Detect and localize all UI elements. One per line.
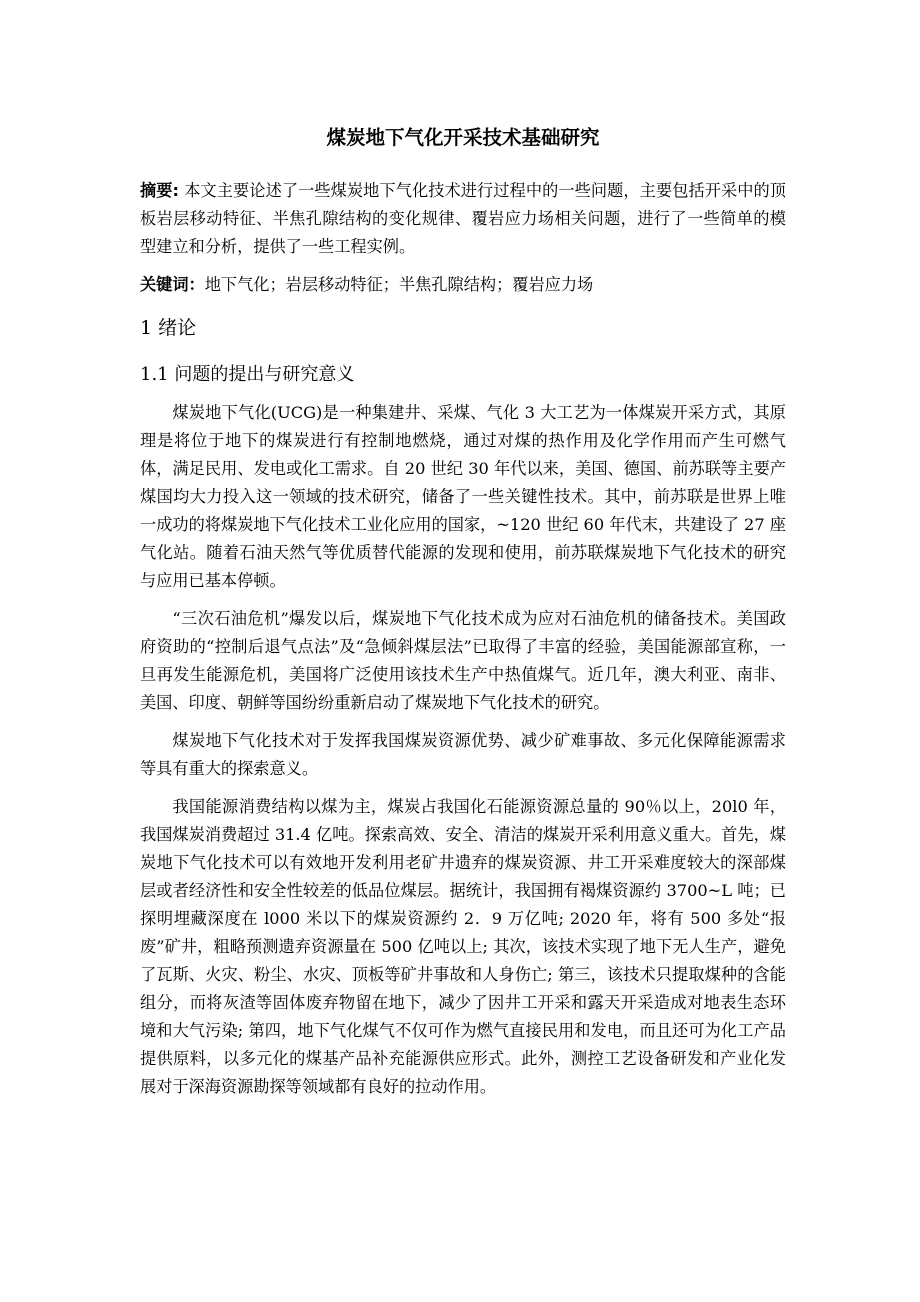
body-paragraph: 我国能源消费结构以煤为主，煤炭占我国化石能源资源总量的 90％以上，20l0 年，我国煤炭消费超过 31.4 亿吨。探索高效、安全、清洁的煤炭开采利用意义重大。首先，煤炭地下气化技术可以有效地开发利用老矿井遗弃的煤炭资源、井工开采难度较大的深部煤层或者经济性和安全性较差的低品位煤层。据统计，我国拥有褐煤资源约 3700~L 吨；已探明埋藏深度在 l000 米以下的煤炭资源约 2．9 万亿吨; 2020 年，将有 500 多处“报废”矿井，粗略预测遗弃资源量在 500 亿吨以上; 其次，该技术实现了地下无人生产，避免了瓦斯、火灾、粉尘、水灾、顶板等矿井事故和人身伤亡; 第三，该技术只提取煤种的含能组分，而将灰渣等固体废弃物留在地下，减少了因井工开采和露天开采造成对地表生态环境和大气污染; 第四，地下气化煤气不仅可作为燃气直接民用和发电，而且还可为化工产品提供原料，以多元化的煤基产品补充能源供应形式。此外，测控工艺设备研发和产业化发展对于深海资源勘探等领域都有良好的拉动作用。 [140,797,786,1096]
abstract-label: 摘要: [140,181,180,200]
keywords [140,271,786,299]
section-heading: 1 绪论 [140,317,197,339]
body-paragraph: 煤炭地下气化技术对于发挥我国煤炭资源优势、减少矿难事故、多元化保障能源需求等具有重大的探索意义。 [140,731,786,778]
abstract [140,177,786,261]
subsection-heading: 1.1 问题的提出与研究意义 [140,364,355,385]
keywords-text: 地下气化；岩层移动特征；半焦孔隙结构；覆岩应力场 [204,275,594,294]
body-paragraph: “三次石油危机”爆发以后，煤炭地下气化技术成为应对石油危机的储备技术。美国政府资助的“控制后退气点法”及“急倾斜煤层法”已取得了丰富的经验，美国能源部宣称，一旦再发生能源危机，美国将广泛使用该技术生产中热值煤气。近几年，澳大利亚、南非、美国、印度、朝鲜等国纷纷重新启动了煤炭地下气化技术的研究。 [140,609,786,712]
body-paragraph: 煤炭地下气化(UCG)是一种集建井、采煤、气化 3 大工艺为一体煤炭开采方式，其原理是将位于地下的煤炭进行有控制地燃烧，通过对煤的热作用及化学作用而产生可燃气体，满足民用、发电或化工需求。自 20 世纪 30 年代以来，美国、德国、前苏联等主要产煤国均大力投入这一领域的技术研究，储备了一些关键性技术。其中，前苏联是世界上唯一成功的将煤炭地下气化技术工业化应用的国家，~120 世纪 60 年代末，共建设了 27 座气化站。随着石油天然气等优质替代能源的发现和使用，前苏联煤炭地下气化技术的研究与应用已基本停顿。 [140,403,786,590]
keywords-label: 关键词： [140,275,205,294]
document-body [140,118,786,1111]
abstract-text: 本文主要论述了一些煤炭地下气化技术进行过程中的一些问题，主要包括开采中的顶板岩层移动特征、半焦孔隙结构的变化规律、覆岩应力场相关问题，进行了一些简单的模型建立和分析，提供了一些工程实例。 [140,181,786,256]
paper-title: 煤炭地下气化开采技术基础研究 [326,126,600,149]
